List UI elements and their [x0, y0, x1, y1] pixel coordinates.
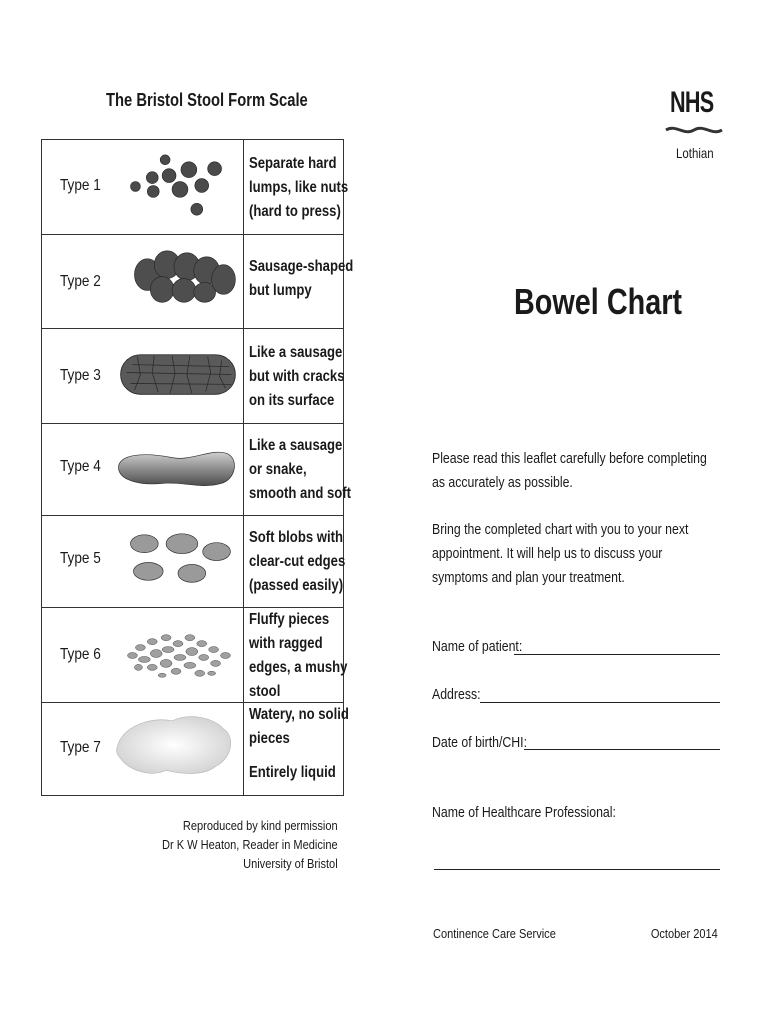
- desc-line: smooth and soft: [249, 485, 352, 502]
- desc-line: Watery, no solid: [249, 706, 349, 723]
- type-5-illustration: [112, 516, 242, 607]
- desc-line: pieces: [249, 730, 290, 747]
- desc-cell: [243, 140, 349, 234]
- nhs-logo-text: NHS: [670, 86, 714, 119]
- desc-line: edges, a mushy: [249, 659, 348, 676]
- desc-line: Sausage-shaped: [249, 258, 354, 275]
- page-title: Bowel Chart: [514, 281, 683, 322]
- desc-line: Like a sausage: [249, 437, 343, 454]
- desc-line: (hard to press): [249, 203, 341, 220]
- type-7-illustration: [112, 703, 242, 795]
- desc-line: stool: [249, 683, 281, 700]
- desc-cell: [243, 516, 344, 607]
- patient-name-label: Name of patient:: [432, 638, 523, 655]
- dob-label: Date of birth/CHI:: [432, 734, 528, 751]
- type-4-illustration: [112, 424, 242, 515]
- type-label: Type 5: [60, 550, 101, 567]
- desc-line: but with cracks: [249, 368, 345, 385]
- scale-row-type-6: [42, 608, 348, 703]
- type-label: Type 6: [60, 646, 101, 663]
- type-2-illustration: [112, 235, 242, 328]
- type-1-illustration: [112, 140, 242, 234]
- desc-line: Fluffy pieces: [249, 611, 330, 628]
- type-label: Type 1: [60, 177, 101, 194]
- desc-line: (passed easily): [249, 577, 344, 594]
- desc-line: but lumpy: [249, 282, 312, 299]
- address-label: Address:: [432, 686, 481, 703]
- credit-line: Dr K W Heaton, Reader in Medicine: [162, 837, 338, 852]
- desc-line: on its surface: [249, 392, 335, 409]
- intro-paragraph-2: Bring the completed chart with you to your next appointment. It will help us to discuss your symptoms and plan your treatment.: [432, 521, 689, 586]
- scale-row-type-2: [42, 235, 354, 329]
- bristol-scale-table: [41, 139, 354, 796]
- credit-line: University of Bristol: [243, 856, 338, 871]
- desc-cell: [243, 329, 344, 423]
- scale-title: The Bristol Stool Form Scale: [106, 90, 308, 110]
- desc-line: Like a sausage: [249, 344, 343, 361]
- permission-credit: [162, 816, 338, 873]
- type-3-illustration: [112, 329, 242, 423]
- desc-line: lumps, like nuts: [249, 179, 349, 196]
- type-6-illustration: [112, 608, 242, 702]
- desc-cell: [243, 424, 352, 515]
- scale-row-type-7: [42, 703, 349, 796]
- desc-cell: [243, 235, 354, 328]
- desc-cell: [243, 608, 348, 702]
- credit-line: Reproduced by kind permission: [183, 818, 338, 833]
- service-name: Continence Care Service: [433, 926, 556, 941]
- type-label: Type 3: [60, 367, 101, 384]
- patient-name-field[interactable]: [514, 654, 720, 655]
- intro-paragraph-1: Please read this leaflet carefully before completing as accurately as possible.: [432, 450, 707, 491]
- type-label: Type 2: [60, 273, 101, 290]
- desc-line: with ragged: [249, 635, 323, 652]
- scale-row-type-3: [42, 329, 344, 424]
- type-label: Type 4: [60, 458, 101, 475]
- desc-line: clear-cut edges: [249, 553, 346, 570]
- desc-line: Soft blobs with: [249, 529, 344, 546]
- address-field[interactable]: [480, 702, 720, 703]
- type-label: Type 7: [60, 739, 101, 756]
- scale-row-type-4: [42, 424, 352, 516]
- nhs-region: Lothian: [676, 145, 714, 161]
- desc-cell: [243, 703, 349, 795]
- desc-line: Separate hard: [249, 155, 337, 172]
- healthcare-professional-field[interactable]: [434, 869, 720, 870]
- issue-date: October 2014: [651, 926, 718, 941]
- dob-field[interactable]: [524, 749, 720, 750]
- scale-row-type-5: [42, 516, 344, 608]
- scale-row-type-1: [42, 140, 349, 235]
- desc-line: Entirely liquid: [249, 764, 336, 781]
- healthcare-professional-label: Name of Healthcare Professional:: [432, 804, 616, 821]
- desc-line: or snake,: [249, 461, 307, 478]
